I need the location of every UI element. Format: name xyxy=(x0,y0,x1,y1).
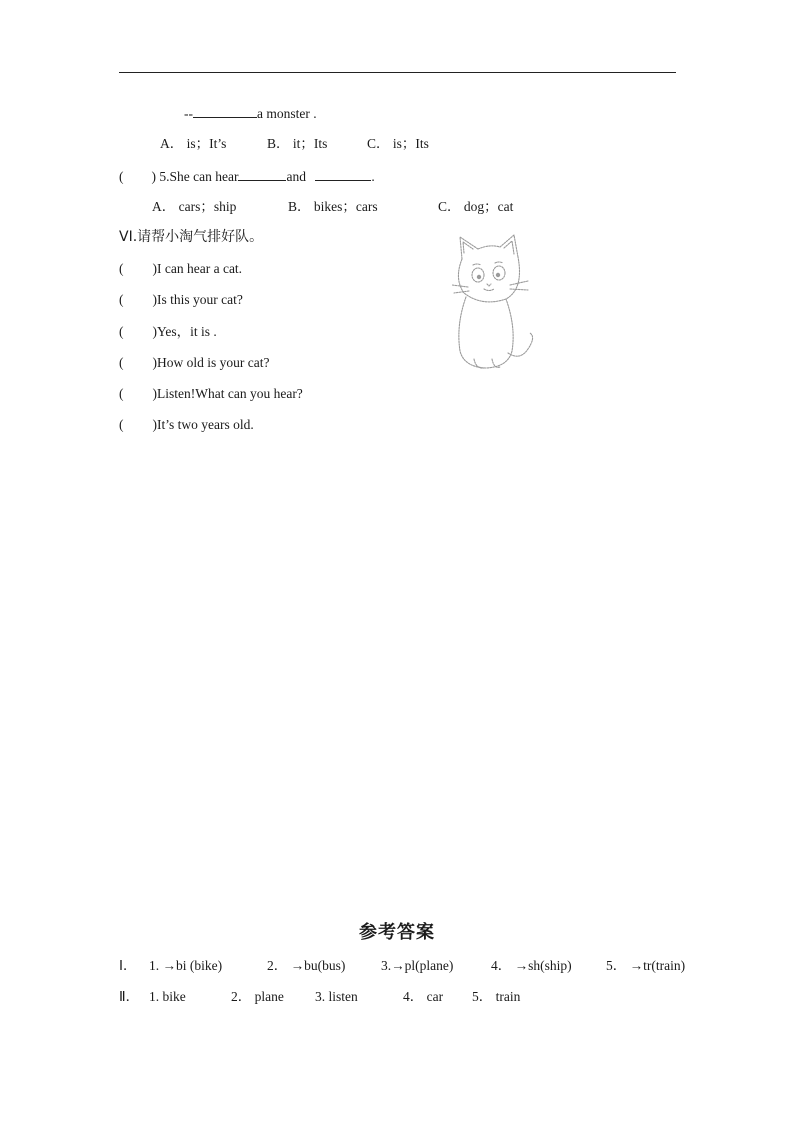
q5-option-b: B． bikes；cars xyxy=(288,199,378,214)
section6-item: ( ) How old is your cat? xyxy=(119,355,270,370)
answer-item: 5． train xyxy=(472,989,521,1004)
q4-option-a: A． is；It’s xyxy=(160,136,227,151)
section6-item-text: How old is your cat? xyxy=(157,355,270,370)
q5-paren-close: ) xyxy=(151,169,156,184)
section6-item-text: Yes，it is . xyxy=(157,324,217,339)
section6-item: ( ) I can hear a cat. xyxy=(119,261,243,276)
answer-item: 4． car xyxy=(403,989,444,1004)
q5-blank-2 xyxy=(315,168,371,181)
section6-item: ( ) It’s two years old. xyxy=(119,417,254,432)
cat-illustration xyxy=(448,233,538,378)
answer-item: 3. listen xyxy=(315,989,358,1004)
q5-blank-1 xyxy=(238,168,286,181)
q4-answer-line xyxy=(184,105,317,122)
section6-item: ( ) Is this your cat? xyxy=(119,292,243,307)
q5-stem xyxy=(119,168,375,185)
answers-title: 参考答案 xyxy=(359,922,435,943)
q5-option-a: A． cars；ship xyxy=(152,199,237,214)
q4-option-b: B． it；Its xyxy=(267,136,328,151)
answers-row-2 xyxy=(119,989,520,1005)
section6-heading: VI.请帮小淘气排好队。 xyxy=(119,229,264,245)
section6-item: ( ) Yes，it is . xyxy=(119,324,217,339)
q5-option-c: C． dog；cat xyxy=(438,199,514,214)
answer-item: 4． →sh(ship) xyxy=(491,958,572,973)
q5-paren-open: ( xyxy=(119,169,124,184)
q4-options xyxy=(160,136,429,152)
q5-stem-mid: and xyxy=(286,169,306,184)
section6-item: ( ) Listen!What can you hear? xyxy=(119,386,303,401)
section6-item-text: Is this your cat? xyxy=(157,292,243,307)
answer-item: 1. →bi (bike) xyxy=(149,958,223,973)
answer-item: 5． →tr(train) xyxy=(606,958,686,973)
answers-row-1-label: Ⅰ． xyxy=(119,958,137,974)
q4-blank xyxy=(193,105,257,118)
answers-row-1 xyxy=(119,958,685,974)
q5-options xyxy=(152,199,513,215)
q4-option-c: C． is；Its xyxy=(367,136,429,151)
section6-item-text: I can hear a cat. xyxy=(157,261,243,276)
answer-item: 2． →bu(bus) xyxy=(267,958,346,973)
section6-item-text: Listen!What can you hear? xyxy=(157,386,303,401)
answers-row-2-label: Ⅱ． xyxy=(119,989,140,1005)
answer-item: 2． plane xyxy=(231,989,284,1004)
header-rule xyxy=(119,72,676,73)
q5-stem-start: 5.She can hear xyxy=(159,169,239,184)
answer-item: 3.→pl(plane) xyxy=(381,958,454,973)
q5-stem-end: . xyxy=(371,169,375,184)
section6-item-text: It’s two years old. xyxy=(157,417,254,432)
answer-item: 1. bike xyxy=(149,989,186,1004)
q4-prefix: -- xyxy=(184,106,193,121)
q4-suffix: a monster . xyxy=(257,106,317,121)
